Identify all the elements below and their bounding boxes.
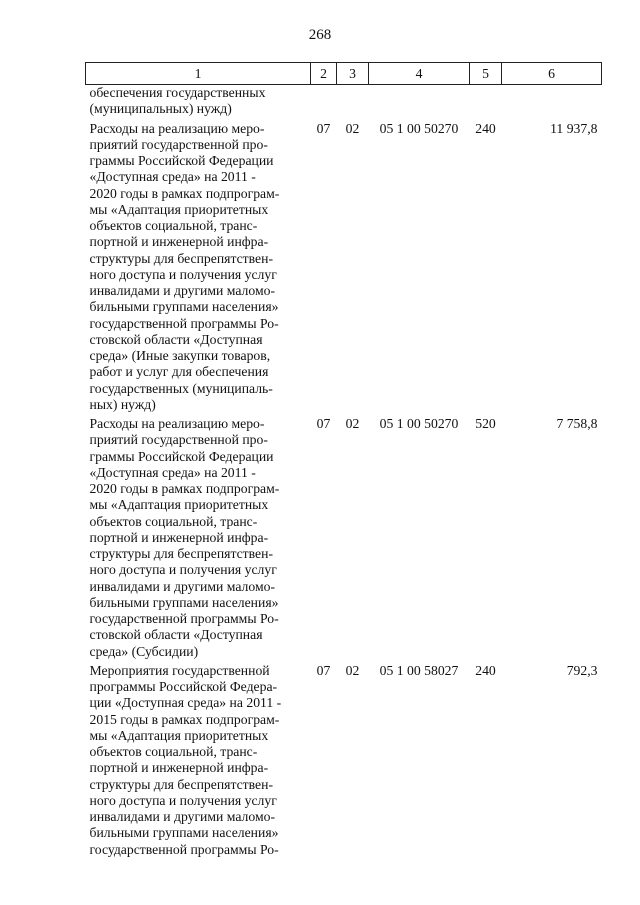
expense-type-code: 240 (475, 662, 496, 678)
description-line: среда» (Субсидии) (89, 643, 199, 659)
description-line: структуры для беспрепятствен- (89, 776, 274, 792)
description-line: ции «Доступная среда» на 2011 - (89, 695, 282, 711)
column-header-4: 4 (369, 63, 470, 85)
description-line: мы «Адаптация приоритетных (89, 497, 269, 513)
column-header-3: 3 (337, 63, 369, 85)
description-line: портной и инженерной инфра- (89, 760, 269, 776)
expense-description (86, 663, 311, 861)
amount-value: 11 937,8 (550, 120, 598, 136)
description-line: «Доступная среда» на 2011 - (89, 464, 256, 480)
description-line: объектов социальной, транс- (89, 513, 258, 529)
description-line: инвалидами и другими маломо- (89, 578, 276, 594)
section-code (311, 85, 337, 121)
section-code: 07 (316, 662, 331, 678)
description-line: объектов социальной, транс- (89, 744, 258, 759)
description-line: объектов социальной, транс- (89, 218, 258, 233)
table-row (86, 85, 602, 121)
description-line: инвалидами и другими маломо- (89, 283, 276, 298)
column-header-5: 5 (470, 63, 502, 85)
description-line: мы «Адаптация приоритетных (89, 727, 269, 743)
description-line: стовской области «Доступная (89, 331, 263, 347)
description-line: Мероприятия государственной (89, 662, 270, 678)
description-line: приятий государственной про- (89, 432, 268, 448)
description-line: ного доступа и получения услуг (89, 792, 277, 808)
subsection-code (337, 85, 369, 121)
description-line: бильными группами населения» (89, 299, 279, 315)
section-code: 07 (316, 416, 331, 431)
column-header-6: 6 (502, 63, 602, 85)
amount-value: 7 758,8 (556, 416, 598, 431)
description-line: государственной программы Ро- (89, 841, 279, 857)
description-line: бильными группами населения» (89, 594, 279, 610)
description-line: структуры для беспрепятствен- (89, 250, 274, 266)
description-line: государственной программы Ро- (89, 315, 279, 331)
target-article-code (369, 85, 470, 121)
description-line: работ и услуг для обеспечения (89, 364, 269, 380)
expense-type-code: 240 (475, 120, 496, 136)
description-line: 2020 годы в рамках подпрограм- (89, 185, 280, 201)
expense-description (86, 416, 311, 663)
description-line: (муниципальных) нужд) (89, 101, 232, 117)
description-line: портной и инженерной инфра- (89, 234, 269, 250)
section-code: 07 (316, 120, 331, 136)
subsection-code: 02 (345, 662, 360, 678)
description-line: граммы Российской Федерации (89, 448, 274, 464)
description-line: граммы Российской Федерации (89, 153, 274, 168)
column-header-1: 1 (86, 63, 311, 85)
subsection-code: 02 (345, 120, 360, 136)
description-line: стовской области «Доступная (89, 627, 263, 643)
description-line: среда» (Иные закупки товаров, (89, 348, 271, 363)
description-line: мы «Адаптация приоритетных (89, 201, 269, 217)
header-row (86, 63, 602, 85)
description-line: ного доступа и получения услуг (89, 266, 277, 282)
amount-value: 792,3 (566, 662, 598, 678)
expense-type-code (470, 85, 502, 121)
table-row (86, 663, 602, 861)
expense-type-code: 520 (475, 416, 496, 431)
target-article-code: 05 1 00 50270 (379, 416, 459, 431)
page-number: 268 (308, 27, 332, 43)
target-article-code: 05 1 00 50270 (379, 120, 459, 136)
column-header-2: 2 (311, 63, 337, 85)
description-line: программы Российской Федера- (89, 679, 278, 694)
description-line: ных) нужд) (89, 396, 156, 412)
budget-table (85, 62, 602, 861)
description-line: приятий государственной про- (89, 136, 268, 152)
description-line: 2020 годы в рамках подпрограм- (89, 481, 280, 496)
description-line: портной и инженерной инфра- (89, 529, 269, 545)
target-article-code: 05 1 00 58027 (379, 662, 459, 678)
amount-value (502, 85, 602, 121)
description-line: структуры для беспрепятствен- (89, 546, 274, 561)
description-line: 2015 годы в рамках подпрограм- (89, 711, 280, 727)
description-line: бильными группами населения» (89, 825, 279, 841)
description-line: «Доступная среда» на 2011 - (89, 169, 256, 185)
description-line: инвалидами и другими маломо- (89, 809, 276, 824)
description-line: Расходы на реализацию меро- (89, 416, 265, 431)
table-row (86, 416, 602, 663)
expense-description (86, 85, 311, 121)
description-line: государственных (муниципаль- (89, 380, 273, 396)
table-row (86, 121, 602, 417)
description-line: обеспечения государственных (89, 85, 266, 100)
expense-description (86, 121, 311, 417)
description-line: ного доступа и получения услуг (89, 562, 277, 578)
description-line: государственной программы Ро- (89, 611, 279, 626)
subsection-code: 02 (345, 416, 360, 431)
description-line: Расходы на реализацию меро- (89, 120, 265, 136)
